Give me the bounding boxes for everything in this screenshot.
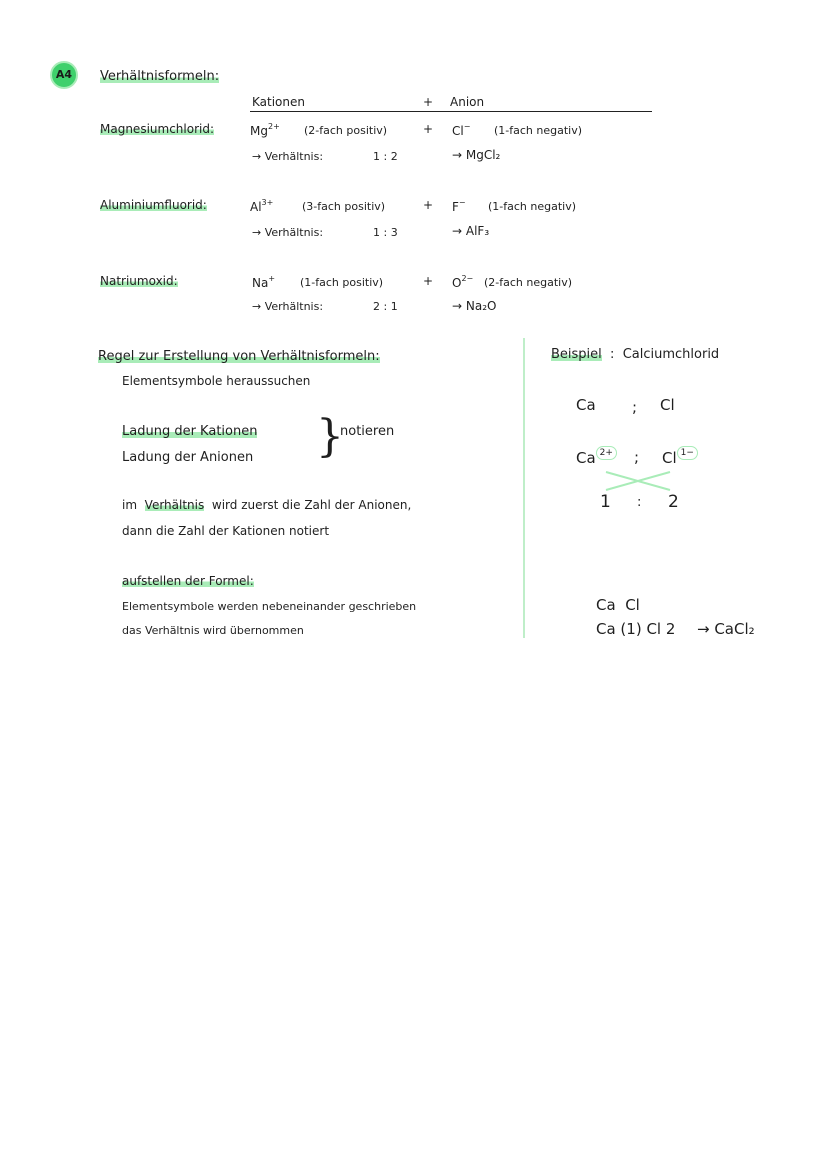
- ratio-value: 1 : 3: [373, 226, 398, 239]
- anion-description: (2-fach negativ): [484, 276, 573, 289]
- anion-description: (1-fach negativ): [488, 200, 577, 213]
- ratio-label: → Verhältnis:: [252, 300, 324, 313]
- anion-description: (1-fach negativ): [494, 124, 583, 137]
- rule-charge-cations: Ladung der Kationen: [122, 424, 258, 439]
- plus-sign: +: [423, 274, 434, 288]
- header-anion: Anion: [450, 95, 485, 109]
- example-formula-step-1: Ca Cl: [596, 596, 640, 614]
- rule-ratio-line-2: dann die Zahl der Kationen notiert: [122, 524, 330, 538]
- example-ratio-left: 1: [600, 492, 611, 512]
- formula-subtitle: aufstellen der Formel:: [122, 574, 254, 588]
- anion-formula: $O^{2-}$: [452, 274, 474, 290]
- cation-formula: Na+: [252, 274, 276, 290]
- compound-name: Magnesiumchlorid:: [100, 122, 214, 136]
- ratio-label: → Verhältnis:: [252, 150, 324, 163]
- example-formula-result: → CaCl₂: [697, 620, 755, 638]
- example-ratio-right: 2: [668, 492, 679, 512]
- formula-step-2: das Verhältnis wird übernommen: [122, 624, 304, 637]
- charge-highlight-circle: 2+: [596, 446, 617, 460]
- compound-name: Natriumoxid:: [100, 274, 178, 288]
- example-separator: ;: [634, 448, 640, 466]
- rule-title: Regel zur Erstellung von Verhältnisformeln:: [98, 349, 380, 364]
- cation-formula: $Mg^{2+}$: [250, 122, 280, 138]
- example-ratio-sep: :: [637, 495, 642, 510]
- example-cation-charged: Ca 2+: [576, 446, 617, 467]
- header-underline: [250, 111, 652, 112]
- example-symbol-cl: Cl: [660, 396, 675, 414]
- cation-description: (3-fach positiv): [302, 200, 386, 213]
- result-formula: → MgCl₂: [452, 148, 501, 162]
- example-title: Beispiel : Calciumchlorid: [551, 347, 720, 362]
- header-cations: Kationen: [252, 95, 305, 109]
- formula-step-1: Elementsymbole werden nebeneinander geschrieben: [122, 600, 417, 613]
- cation-formula: $Al^{3+}$: [250, 198, 274, 214]
- cation-description: (1-fach positiv): [300, 276, 384, 289]
- result-formula: → Na₂O: [452, 299, 497, 313]
- curly-brace: }: [316, 411, 344, 462]
- example-formula-step-2: Ca (1) Cl 2: [596, 620, 676, 638]
- cation-description: (2-fach positiv): [304, 124, 388, 137]
- plus-sign: +: [423, 198, 434, 212]
- rule-step-symbols: Elementsymbole heraussuchen: [122, 374, 311, 388]
- task-badge: A4: [50, 61, 78, 89]
- ratio-value: 1 : 2: [373, 150, 398, 163]
- compound-name: Aluminiumfluorid:: [100, 198, 207, 212]
- ratio-label: → Verhältnis:: [252, 226, 324, 239]
- plus-sign: +: [423, 122, 434, 136]
- example-separator: ;: [632, 398, 638, 416]
- task-title: Verhältnisformeln:: [100, 69, 220, 84]
- example-symbol-ca: Ca: [576, 396, 596, 414]
- ratio-value: 2 : 1: [373, 300, 398, 313]
- rule-charge-anions: Ladung der Anionen: [122, 450, 254, 465]
- anion-formula: F−: [452, 198, 466, 214]
- crossover-arrows: [598, 470, 678, 492]
- result-formula: → AlF₃: [452, 224, 490, 238]
- charge-highlight-circle: 1−: [677, 446, 698, 460]
- anion-formula: Cl−: [452, 122, 471, 138]
- example-anion-charged: Cl 1−: [662, 446, 698, 467]
- header-plus: +: [423, 95, 434, 109]
- rule-ratio-line-1: im Verhältnis wird zuerst die Zahl der Anionen,: [122, 498, 412, 512]
- rule-notieren: notieren: [340, 424, 395, 439]
- section-divider: [523, 338, 525, 638]
